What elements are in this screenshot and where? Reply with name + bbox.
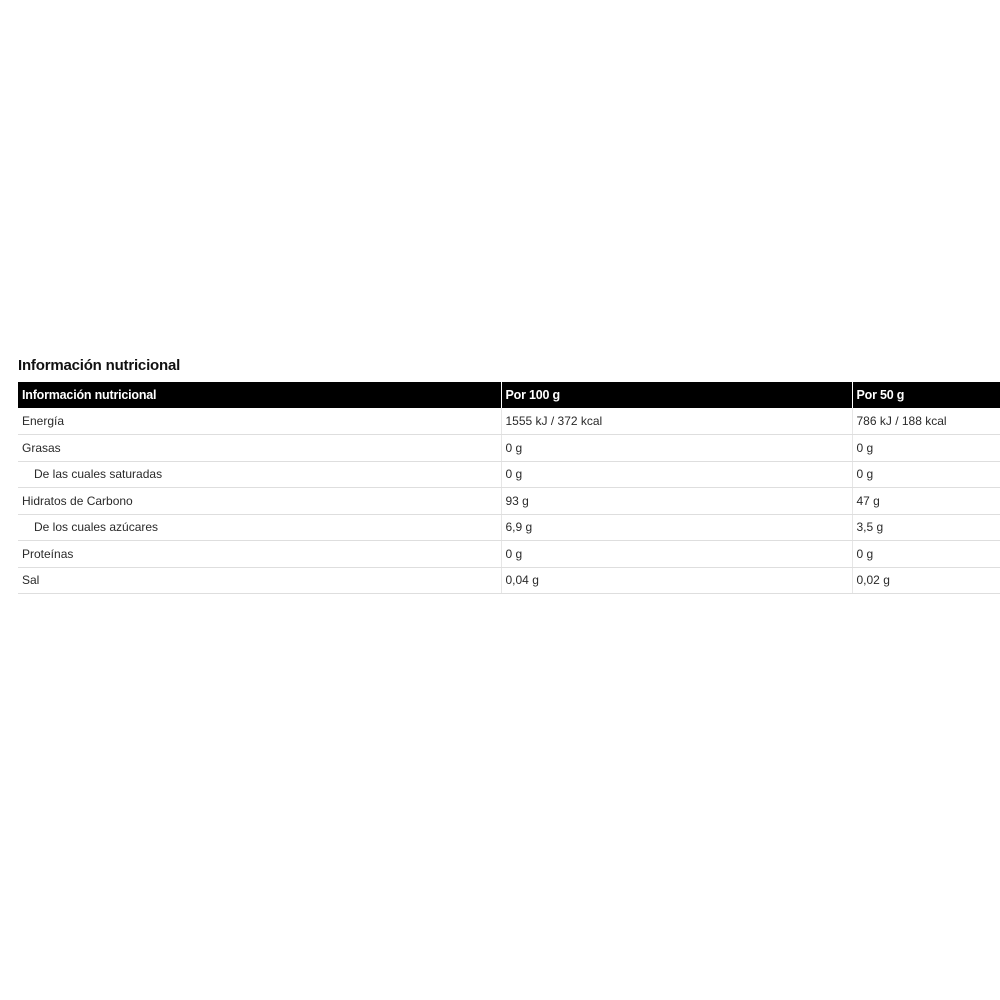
table-header-row [18,382,1000,408]
header-nutrient: Información nutricional [22,388,157,402]
row-per-100g: 0 g [501,541,852,568]
table-row [18,514,1000,541]
row-per-100g: 93 g [501,488,852,515]
row-per-100g: 6,9 g [501,514,852,541]
table-row [18,488,1000,515]
row-per-50g: 47 g [852,488,1000,515]
row-per-50g: 0,02 g [852,567,1000,594]
row-label: Energía [18,408,501,435]
row-per-100g: 1555 kJ / 372 kcal [501,408,852,435]
table-row [18,408,1000,435]
row-label: Hidratos de Carbono [18,488,501,515]
header-per-50g: Por 50 g [852,382,1000,408]
row-label: De los cuales azúcares [18,514,501,541]
row-per-100g: 0 g [501,435,852,462]
row-per-50g: 0 g [852,541,1000,568]
row-per-100g: 0 g [501,461,852,488]
table-row [18,567,1000,594]
table-row [18,461,1000,488]
header-per-100g: Por 100 g [501,382,852,408]
row-label: Sal [18,567,501,594]
table-row [18,435,1000,462]
section-title: Información nutricional [18,357,181,374]
row-label: De las cuales saturadas [18,461,501,488]
table-row [18,541,1000,568]
row-per-100g: 0,04 g [501,567,852,594]
row-per-50g: 786 kJ / 188 kcal [852,408,1000,435]
row-per-50g: 0 g [852,435,1000,462]
row-label: Proteínas [18,541,501,568]
nutrition-table [18,382,1000,594]
row-per-50g: 0 g [852,461,1000,488]
row-label: Grasas [18,435,501,462]
row-per-50g: 3,5 g [852,514,1000,541]
